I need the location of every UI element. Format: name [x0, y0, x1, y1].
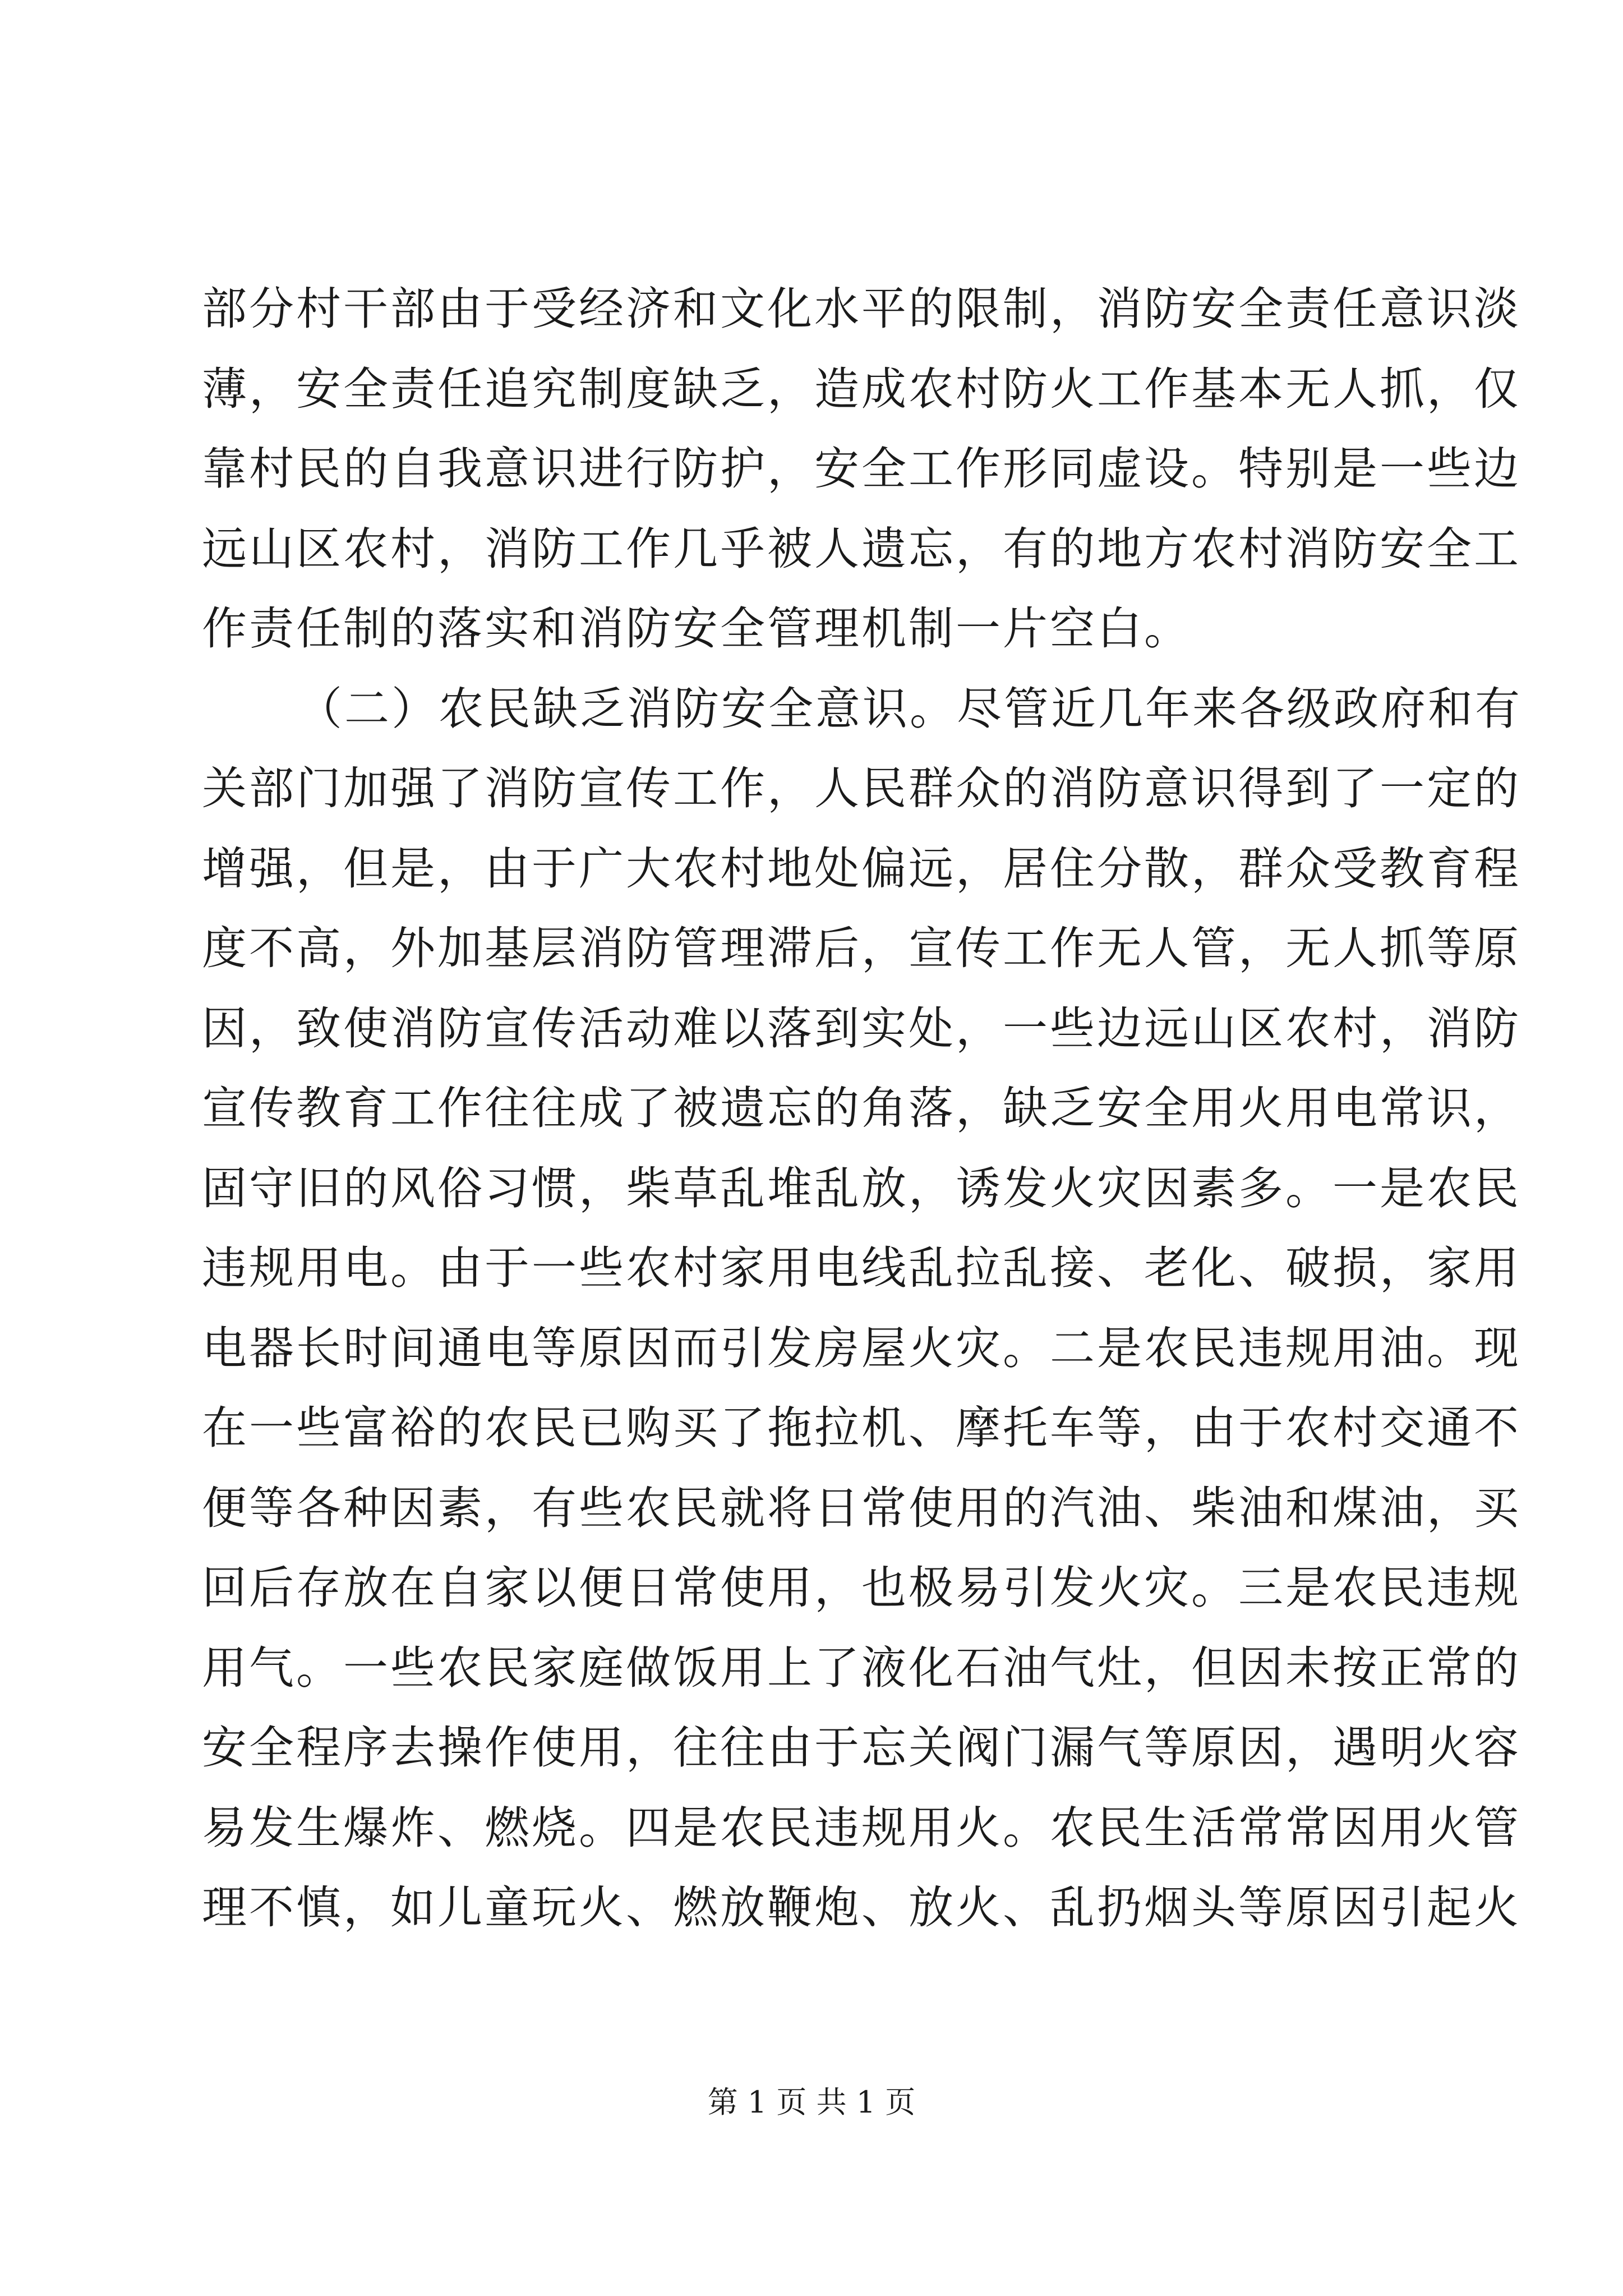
text-line: 度不高，外加基层消防管理滞后，宣传工作无人管，无人抓等原 — [202, 922, 1521, 974]
text-line: 用气。一些农民家庭做饭用上了液化石油气灶，但因未按正常的 — [202, 1641, 1521, 1694]
text-line: （二）农民缺乏消防安全意识。尽管近几年来各级政府和有 — [297, 682, 1522, 735]
page-number-label: 第 1 页 共 1 页 — [707, 2085, 916, 2120]
paragraph-2 — [202, 669, 1522, 1948]
text-line: 理不慎，如儿童玩火、燃放鞭炮、放火、乱扔烟头等原因引起火 — [202, 1881, 1521, 1934]
document-body — [202, 269, 1522, 1948]
text-line: 因，致使消防宣传活动难以落到实处，一些边远山区农村，消防 — [202, 1002, 1521, 1055]
text-line: 安全程序去操作使用，往往由于忘关阀门漏气等原因，遇明火容 — [202, 1722, 1521, 1774]
text-line: 远山区农村，消防工作几乎被人遗忘，有的地方农村消防安全工 — [202, 522, 1521, 575]
text-line: 固守旧的风俗习惯，柴草乱堆乱放，诱发火灾因素多。一是农民 — [202, 1162, 1521, 1214]
text-line: 作责任制的落实和消防安全管理机制一片空白。 — [202, 602, 1191, 655]
text-line: 易发生爆炸、燃烧。四是农民违规用火。农民生活常常因用火管 — [202, 1801, 1521, 1854]
text-line: 增强，但是，由于广大农村地处偏远，居住分散，群众受教育程 — [202, 842, 1521, 895]
text-line: 宣传教育工作往往成了被遗忘的角落，缺乏安全用火用电常识， — [202, 1082, 1521, 1134]
text-line: 便等各种因素，有些农民就将日常使用的汽油、柴油和煤油，买 — [202, 1481, 1521, 1534]
page-footer — [0, 2080, 1623, 2125]
text-line: 关部门加强了消防宣传工作，人民群众的消防意识得到了一定的 — [202, 762, 1521, 815]
paragraph-1 — [202, 269, 1521, 669]
text-line: 回后存放在自家以便日常使用，也极易引发火灾。三是农民违规 — [202, 1562, 1521, 1614]
text-line: 靠村民的自我意识进行防护，安全工作形同虚设。特别是一些边 — [202, 443, 1521, 495]
text-line: 在一些富裕的农民已购买了拖拉机、摩托车等，由于农村交通不 — [202, 1402, 1521, 1454]
text-line: 部分村干部由于受经济和文化水平的限制，消防安全责任意识淡 — [202, 283, 1521, 335]
text-line: 薄，安全责任追究制度缺乏，造成农村防火工作基本无人抓，仅 — [202, 362, 1521, 415]
text-line: 电器长时间通电等原因而引发房屋火灾。二是农民违规用油。现 — [202, 1322, 1521, 1374]
text-line: 违规用电。由于一些农村家用电线乱拉乱接、老化、破损，家用 — [202, 1242, 1521, 1294]
